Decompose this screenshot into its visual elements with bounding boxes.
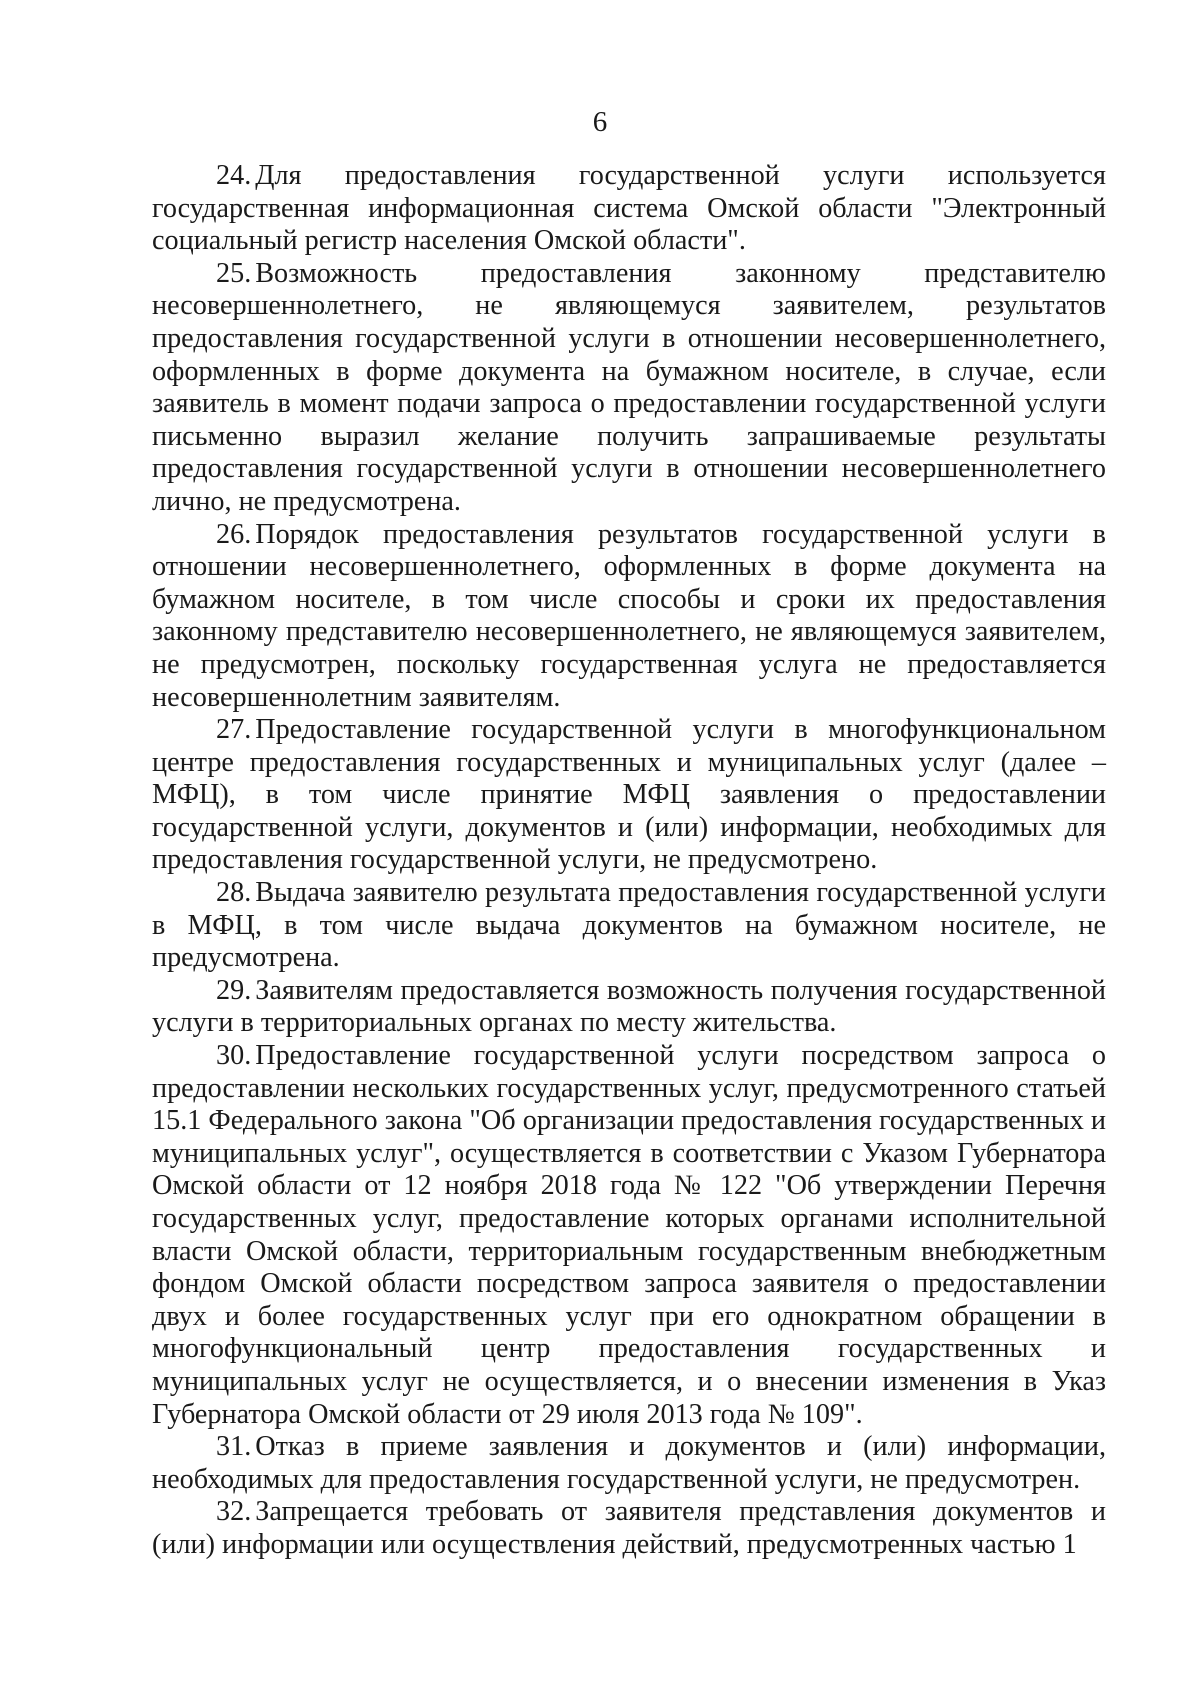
paragraph-text: Для предоставления государственной услуги используется государственная информационная система Омской области "Электронный социальный регистр населения Омской области". <box>152 160 1106 257</box>
paragraph-text: Возможность предоставления законному представителю несовершеннолетнего, не являющемуся заявителем, результатов предоставления государственной услуги в отношении несовершеннолетнего, оформленных в форме документа на бумажном носителе, в случае, если заявитель в момент подачи запроса о предоставлении государственной услуги письменно выразил желание получить запрашиваемые результаты предоставления государственной услуги в отношении несовершеннолетнего лично, не предусмотрена. <box>152 257 1106 517</box>
paragraph-28 <box>152 877 1106 975</box>
document-body <box>152 160 1106 1562</box>
paragraph-number: 25. <box>216 257 252 289</box>
paragraph-number: 24. <box>216 160 252 191</box>
paragraph-text: Предоставление государственной услуги в многофункциональном центре предоставления государственных и муниципальных услуг (далее – МФЦ), в том числе принятие МФЦ заявления о предоставлении государственной услуги, документов и (или) информации, необходимых для предоставления государственной услуги, не предусмотрено. <box>152 714 1106 876</box>
paragraph-number: 30. <box>216 1040 252 1072</box>
paragraph-text: Заявителям предоставляется возможность получения государственной услуги в территориальных органах по месту жительства. <box>152 974 1106 1039</box>
paragraph-29 <box>152 975 1106 1040</box>
paragraph-number: 26. <box>216 518 252 550</box>
paragraph-25 <box>152 258 1106 519</box>
paragraph-text: Предоставление государственной услуги посредством запроса о предоставлении нескольких государственных услуг, предусмотренного статьей 15.1 Федерального закона "Об организации предоставления государственных и муниципальных услуг", осуществляется в соответствии с Указом Губернатора Омской области от 12 ноября 2018 года № 122 "Об утверждении Перечня государственных услуг, предоставление которых органами исполнительной власти Омской области, территориальным государственным внебюджетным фондом Омской области посредством запроса заявителя о предоставлении двух и более государственных услуг при его однократном обращении в многофункциональный центр предоставления государственных и муниципальных услуг не осуществляется, и о внесении изменения в Указ Губернатора Омской области от 29 июля 2013 года № 109". <box>152 1040 1106 1430</box>
paragraph-26 <box>152 519 1106 715</box>
paragraph-number: 31. <box>216 1431 252 1463</box>
paragraph-31 <box>152 1431 1106 1496</box>
paragraph-number: 28. <box>216 877 252 909</box>
paragraph-text: Выдача заявителю результата предоставления государственной услуги в МФЦ, в том числе выдача документов на бумажном носителе, не предусмотрена. <box>152 877 1106 974</box>
paragraph-30 <box>152 1040 1106 1431</box>
paragraph-24 <box>152 160 1106 258</box>
paragraph-text: Запрещается требовать от заявителя представления документов и (или) информации или осуществления действий, предусмотренных частью 1 <box>152 1496 1106 1560</box>
paragraph-number: 32. <box>216 1496 252 1528</box>
paragraph-text: Порядок предоставления результатов государственной услуги в отношении несовершеннолетнего, оформленных в форме документа на бумажном носителе, в том числе способы и сроки их предоставления законному представителю несовершеннолетнего, не являющемуся заявителем, не предусмотрен, поскольку государственная услуга не предоставляется несовершеннолетним заявителям. <box>152 518 1106 713</box>
paragraph-27 <box>152 714 1106 877</box>
page-number: 6 <box>592 106 608 138</box>
paragraph-text: Отказ в приеме заявления и документов и (или) информации, необходимых для предоставления государственной услуги, не предусмотрен. <box>152 1431 1106 1495</box>
paragraph-number: 27. <box>216 714 252 746</box>
paragraph-number: 29. <box>216 974 252 1006</box>
paragraph-32 <box>152 1496 1106 1561</box>
